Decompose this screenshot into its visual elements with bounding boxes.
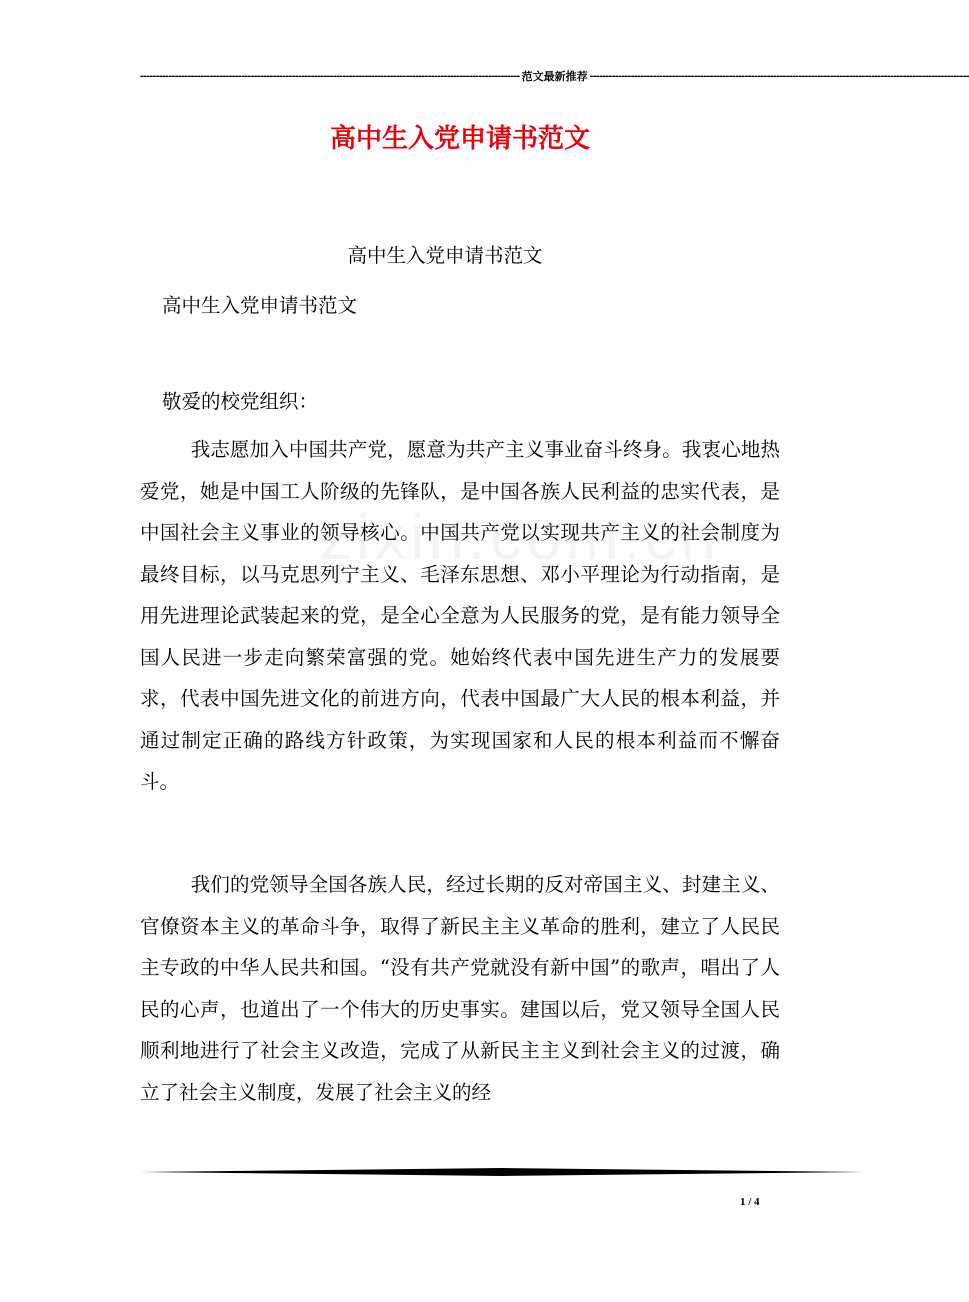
subtitle-centered: 高中生入党申请书范文 xyxy=(347,244,543,267)
header-dashes-left: ------------------------------------------------------------------------------------------------------------------------ xyxy=(140,70,520,82)
body-paragraph: 我志愿加入中国共产党，愿意为共产主义事业奋斗终身。我衷心地热爱党，她是中国工人阶级的先锋队，是中国各族人民利益的忠实代表，是中国社会主义事业的领导核心。中国共产党以实现共产主义的社会制度为最终目标，以马克思列宁主义、毛泽东思想、邓小平理论为行动指南，是用先进理论武装起来的党，是全心全意为人民服务的党，是有能力领导全国人民进一步走向繁荣富强的党。她始终代表中国先进生产力的发展要求，代表中国先进文化的前进方向，代表中国最广大人民的根本利益，并通过制定正确的路线方针政策，为实现国家和人民的根本利益而不懈奋斗。 xyxy=(140,438,780,793)
footer-rule xyxy=(140,1168,864,1176)
document-title: 高中生入党申请书范文 xyxy=(329,124,590,154)
header-label: 范文最新推荐 xyxy=(521,71,588,83)
header-dashes-right: ------------------------------------------------------------------------------------------------------------------------ xyxy=(589,70,969,82)
subtitle-left: 高中生入党申请书范文 xyxy=(162,294,358,317)
body-paragraph: 我们的党领导全国各族人民，经过长期的反对帝国主义、封建主义、官僚资本主义的革命斗争，取得了新民主主义革命的胜利，建立了人民民主专政的中华人民共和国。“没有共产党就没有新中国”的歌声，唱出了人民的心声，也道出了一个伟大的历史事实。建国以后，党又领导全国人民顺利地进行了社会主义改造，完成了从新民主主义到社会主义的过渡，确立了社会主义制度，发展了社会主义的经 xyxy=(140,873,780,1104)
page-header xyxy=(140,68,969,84)
page-number: 1 / 4 xyxy=(740,1196,760,1208)
salutation: 敬爱的校党组织： xyxy=(162,390,319,413)
